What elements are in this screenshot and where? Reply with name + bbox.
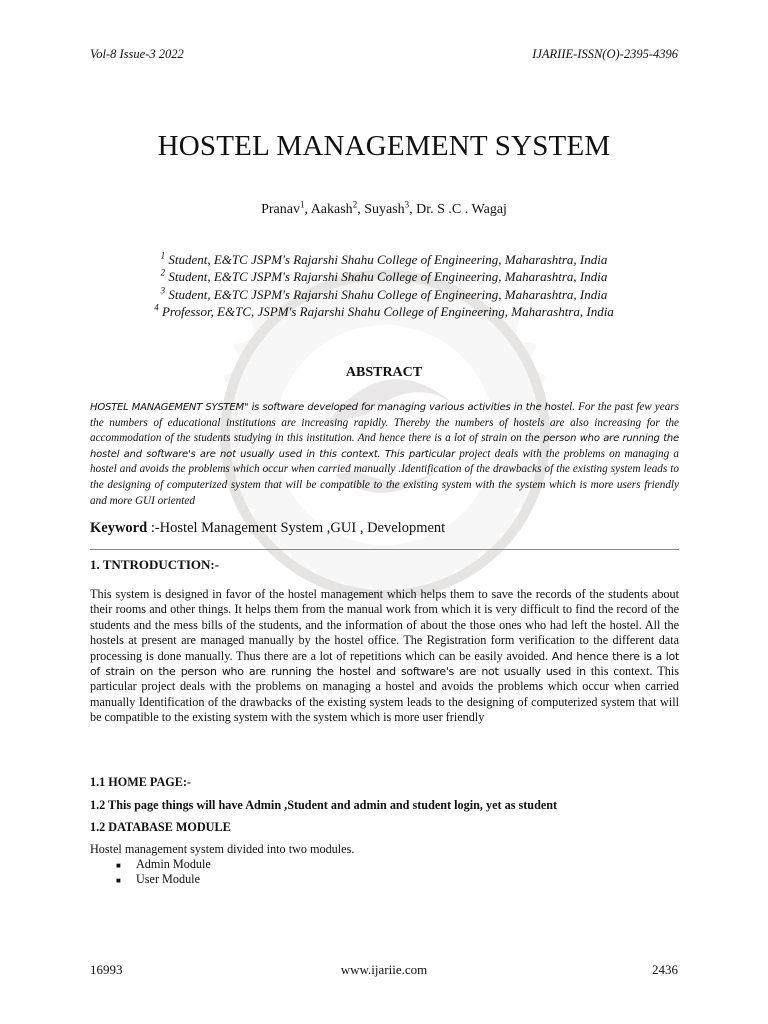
introduction-paragraph — [90, 587, 679, 726]
author-name: Pranav — [261, 202, 300, 217]
subsection-database-module: 1.2 DATABASE MODULE — [90, 820, 231, 834]
author-sup: 2 — [352, 199, 358, 210]
intro-text-part: this context. This particular project deals with the problems on managing a hostel and avoids the problems which occur when carried manually Identification of the drawbacks of the existing system leads to the designing of computerized system that will be compatible to the existing system with the system which is more user friendly — [90, 664, 679, 725]
intro-text-part: This system is designed in favor of the hostel management which helps them to save the records of the students about their rooms and other things. It helps them from the manual work from which it is very difficult to find the record of the students and the mess bills of the students, and the information of about the those ones who had left the hostel. All the hostels at present are managed manually by the hostel office. The Registration form verification to the different data processing is done manually. Thus there are a lot of repetitions which can be easily avoided. — [90, 587, 679, 663]
list-item-text: Admin Module — [136, 857, 211, 871]
section-divider — [90, 549, 679, 550]
affiliation-line — [0, 269, 768, 285]
author-sup: 3 — [404, 199, 410, 210]
author-name: Aakash — [310, 202, 353, 217]
paper-title: HOSTEL MANAGEMENT SYSTEM — [157, 130, 611, 162]
footer-website-link[interactable]: www.ijariie.com — [340, 962, 428, 977]
affiliation-line — [0, 304, 768, 320]
abstract-text-part: HOSTEL MANAGEMENT SYSTEM" is software developed for managing various activities in the ho — [90, 402, 557, 413]
affiliation-text: Student, E&TC JSPM's Rajarshi Shahu College of Engineering, Maharashtra, India — [165, 287, 608, 302]
affiliation-text: Student, E&TC JSPM's Rajarshi Shahu College of Engineering, Maharashtra, India — [165, 252, 608, 267]
author-sup: 1 — [299, 199, 305, 210]
abstract-text-part: e person who are running the hostel and software's are not usually used in this context. This particular — [90, 433, 679, 460]
list-item — [116, 857, 211, 872]
subsection-home-page: 1.1 HOME PAGE:- — [90, 775, 191, 789]
affiliation-text: Professor, E&TC, JSPM's Rajarshi Shahu College of Engineering, Maharashtra, India — [158, 304, 614, 319]
author-name: Dr. S .C . Wagaj — [416, 202, 507, 217]
list-item — [116, 872, 200, 887]
modules-intro-text: Hostel management system divided into two modules. — [90, 842, 355, 856]
abstract-heading: ABSTRACT — [345, 365, 423, 380]
bullet-icon: ■ — [116, 875, 121, 885]
footer-page-number: 2436 — [652, 962, 678, 977]
abstract-paragraph — [90, 400, 679, 509]
subsection-login-note: 1.2 This page things will have Admin ,Student and admin and student login, yet as student — [90, 798, 558, 812]
affiliation-sup: 4 — [154, 302, 159, 313]
bullet-icon: ■ — [116, 860, 121, 870]
section-heading-introduction: 1. TNTRODUCTION:- — [90, 557, 220, 572]
affiliation-sup: 1 — [160, 250, 166, 261]
affiliation-text: Student, E&TC JSPM's Rajarshi Shahu College of Engineering, Maharashtra, India — [165, 269, 608, 284]
keywords-line — [90, 520, 445, 537]
author-name: Suyash — [364, 202, 405, 217]
abstract-text-part: stel. For the past few years the numbers of educational institutions are increasing rapidly. Thereby the numbers of hostels are also increasing for the accommodation of the students studying in this institution. And hence there is a lot of strain on th — [90, 401, 679, 445]
header-volume-issue: Vol-8 Issue-3 2022 — [90, 47, 184, 61]
header-issn: IJARIIE-ISSN(O)-2395-4396 — [532, 47, 678, 61]
author-list: Pranav$^1$, Aakash$^2$, Suyash$^3$, Dr. S .C . Wagaj — [261, 199, 507, 217]
keyword-label: Keyword — [90, 520, 148, 536]
abstract-text-part: project deals with the problems on managing a hostel and avoids the problems which occur when carried manually .Identification of the drawbacks of the existing system leads to the designing of computerized system that will be compatible to the existing system with the system which is more users friendly and more GUI oriented — [90, 447, 679, 507]
keyword-text: :-Hostel Management System ,GUI , Development — [147, 520, 446, 536]
affiliation-sup: 3 — [160, 285, 166, 296]
list-item-text: User Module — [136, 872, 200, 886]
affiliation-line — [0, 252, 768, 268]
intro-text-part: And hence there is a lot of strain on the person who are running the hostel and software's are not usually used in — [90, 649, 679, 679]
affiliation-sup: 2 — [160, 267, 166, 278]
affiliation-line — [0, 287, 768, 303]
footer-paper-id: 16993 — [90, 962, 123, 977]
